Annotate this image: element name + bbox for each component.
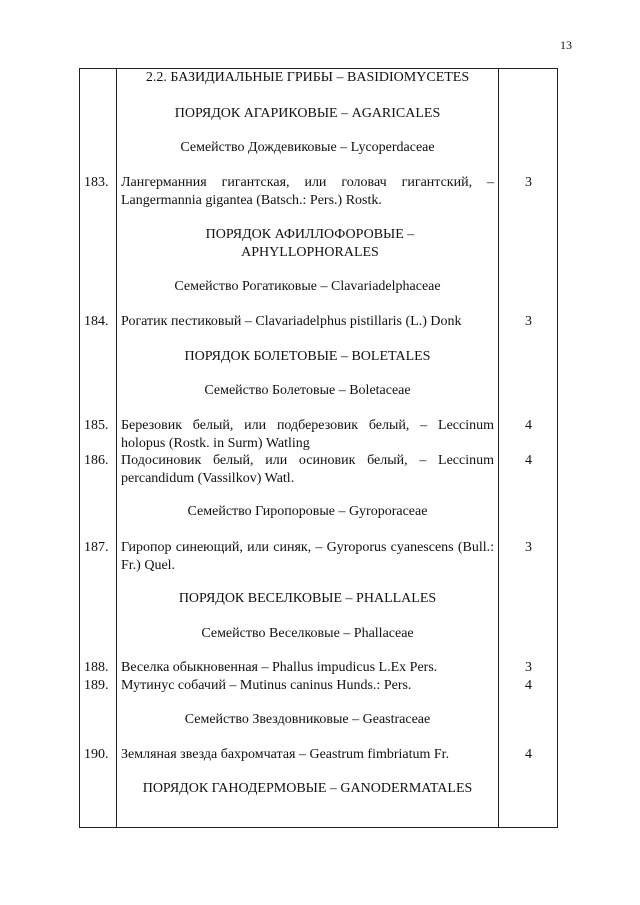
entry-text: Земляная звезда бахромчатая – Geastrum fimbriatum Fr.: [121, 747, 450, 762]
entry-number: 184.: [84, 314, 109, 329]
entry-text: Рогатик пестиковый – Clavariadelphus pistillaris (L.) Donk: [121, 314, 462, 329]
entry-text: Веселка обыкновенная – Phallus impudicus L.Ex Pers.: [121, 660, 438, 675]
entry-text: Лангерманния гигантская, или головач гигантский, – Langermannia gigantea (Batsch.: Pers.) Rostk.: [121, 175, 494, 208]
entry-text: Березовик белый, или подберезовик белый, – Leccinum holopus (Rostk. in Surm) Watling: [121, 418, 494, 451]
order-heading: ПОРЯДОК БОЛЕТОВЫЕ – BOLETALES: [184, 349, 431, 364]
entry-category: 4: [525, 747, 532, 762]
entry-number: 183.: [84, 175, 109, 190]
page-number: 13: [560, 38, 572, 52]
family-heading: Семейство Веселковые – Phallaceae: [201, 626, 414, 641]
order-heading: ПОРЯДОК ВЕСЕЛКОВЫЕ – PHALLALES: [178, 591, 437, 606]
entry-text: Подосиновик белый, или осиновик белый, – Leccinum percandidum (Vassilkov) Watl.: [121, 453, 494, 486]
family-heading: Семейство Болетовые – Boletaceae: [204, 383, 411, 398]
entry-number: 190.: [84, 747, 109, 762]
entry-number: 187.: [84, 540, 109, 555]
entry-number: 189.: [84, 678, 109, 693]
entry-category: 4: [525, 453, 532, 468]
family-heading: Семейство Рогатиковые – Clavariadelphaceae: [174, 279, 441, 294]
entry-category: 4: [525, 678, 532, 693]
entry-category: 3: [525, 175, 532, 190]
family-heading: Семейство Звездовниковые – Geastraceae: [184, 712, 431, 727]
order-heading: ПОРЯДОК АГАРИКОВЫЕ – AGARICALES: [174, 106, 441, 121]
entry-category: 3: [525, 540, 532, 555]
entry-number: 185.: [84, 418, 109, 433]
family-heading: Семейство Дождевиковые – Lycoperdaceae: [180, 140, 435, 155]
entry-text: Гиропор синеющий, или синяк, – Gyroporus cyanescens (Bull.: Fr.) Quel.: [121, 540, 494, 573]
entry-category: 3: [525, 660, 532, 675]
order-heading: ПОРЯДОК АФИЛЛОФОРОВЫЕ – APHYLLOPHORALES: [205, 227, 415, 260]
entry-number: 186.: [84, 453, 109, 468]
species-table: [79, 68, 558, 828]
order-heading: ПОРЯДОК ГАНОДЕРМОВЫЕ – GANODERMATALES: [142, 781, 473, 796]
family-heading: Семейство Гиропоровые – Gyroporaceae: [187, 504, 428, 519]
entry-text: Мутинус собачий – Mutinus caninus Hunds.: Pers.: [121, 678, 412, 693]
section-heading: 2.2. БАЗИДИАЛЬНЫЕ ГРИБЫ – BASIDIOMYCETES: [145, 70, 470, 85]
entry-category: 4: [525, 418, 532, 433]
entry-number: 188.: [84, 660, 109, 675]
entry-category: 3: [525, 314, 532, 329]
